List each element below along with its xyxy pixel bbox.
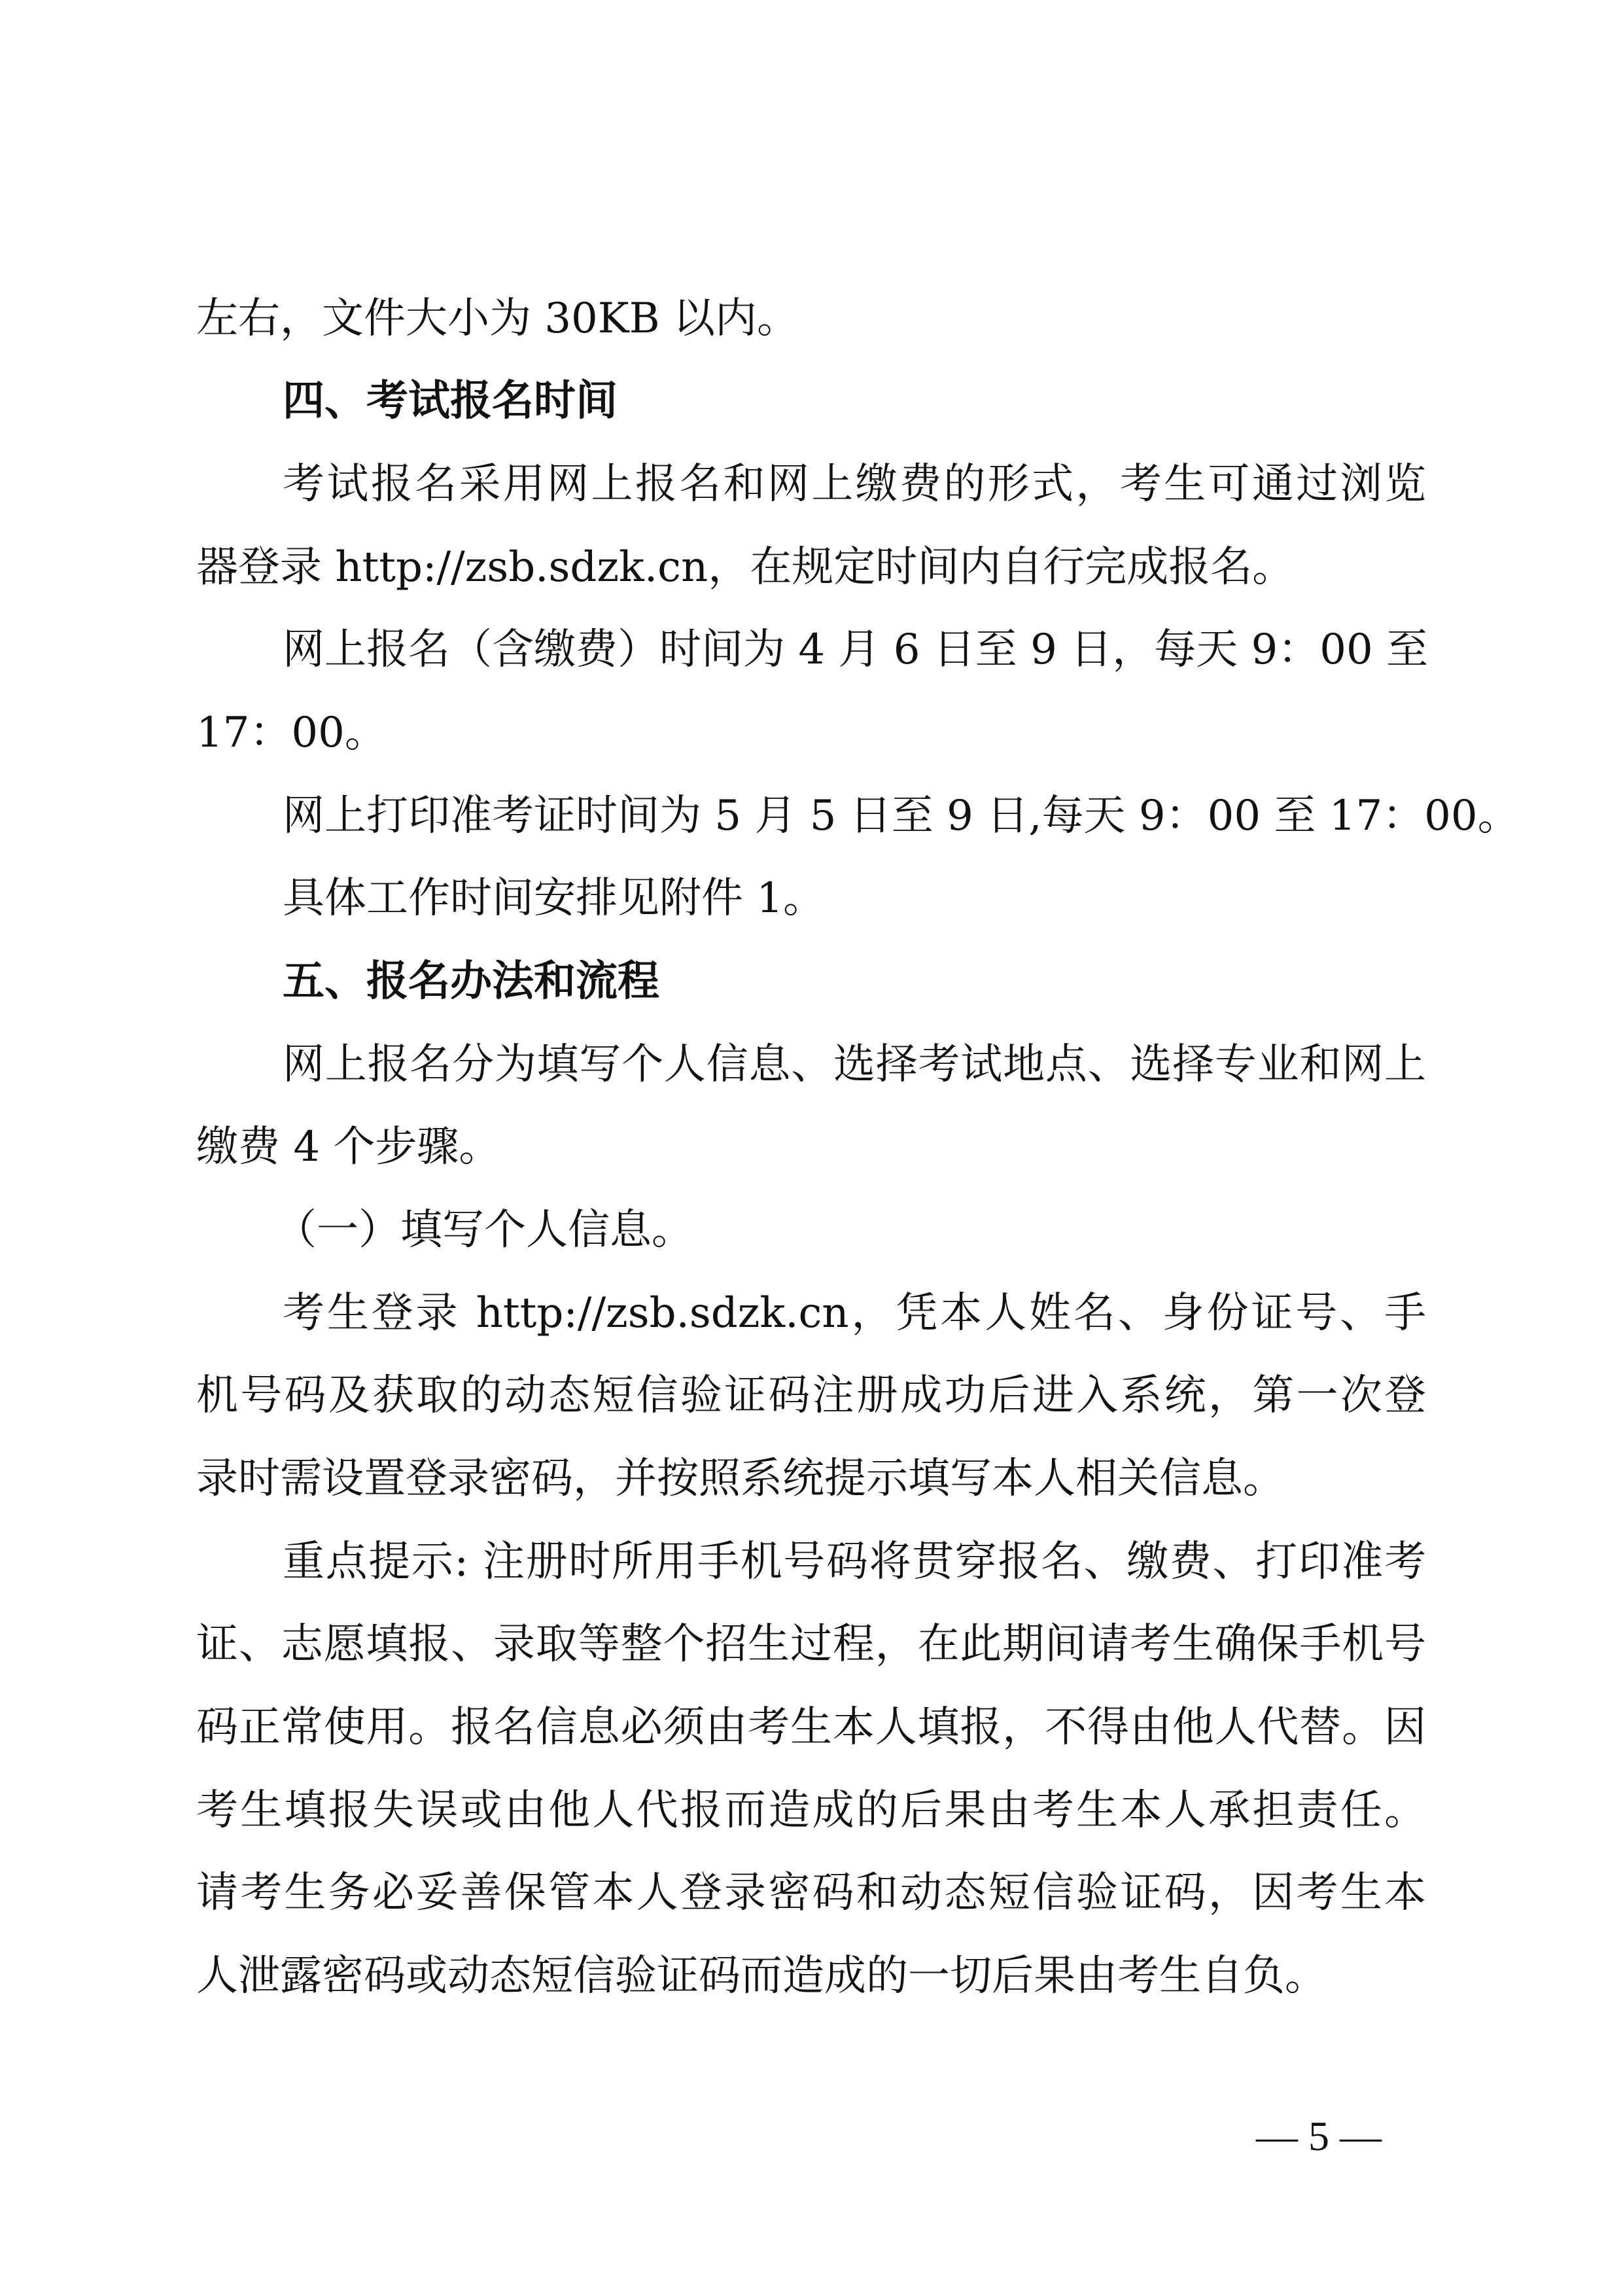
paragraph-line: 证、志愿填报、录取等整个招生过程，在此期间请考生确保手机号 (196, 1620, 1426, 1669)
paragraph-line: 重点提示: 注册时所用手机号码将贯穿报名、缴费、打印准考 (283, 1538, 1426, 1586)
paragraph-line: 请考生务必妥善保管本人登录密码和动态短信验证码，因考生本 (196, 1869, 1426, 1917)
paragraph-line: 录时需设置登录密码，并按照系统提示填写本人相关信息。 (196, 1455, 1285, 1503)
paragraph-line: 考生填报失误或由他人代报而造成的后果由考生本人承担责任。 (196, 1786, 1426, 1835)
paragraph-line: 17：00。 (196, 709, 387, 757)
paragraph-line: 器登录 http://zsb.sdzk.cn，在规定时间内自行完成报名。 (196, 543, 1295, 592)
paragraph-line: 缴费 4 个步骤。 (196, 1123, 501, 1171)
section-heading-registration-method: 五、报名办法和流程 (283, 957, 659, 1006)
subsection-heading-personal-info: （一）填写个人信息。 (275, 1206, 693, 1254)
paragraph-line: 网上报名分为填写个人信息、选择考试地点、选择专业和网上 (283, 1040, 1426, 1089)
section-heading-registration-time: 四、考试报名时间 (283, 377, 618, 425)
paragraph-line: 考生登录 http://zsb.sdzk.cn，凭本人姓名、身份证号、手 (283, 1289, 1426, 1337)
paragraph-line: 网上报名（含缴费）时间为 4 月 6 日至 9 日，每天 9：00 至 (283, 626, 1429, 674)
paragraph-line: 具体工作时间安排见附件 1。 (283, 874, 826, 923)
page-number: — 5 — (1256, 2113, 1382, 2159)
paragraph-line: 人泄露密码或动态短信验证码而造成的一切后果由考生自负。 (196, 1952, 1327, 2000)
paragraph-line: 机号码及获取的动态短信验证码注册成功后进入系统，第一次登 (196, 1371, 1426, 1420)
paragraph-line: 考试报名采用网上报名和网上缴费的形式，考生可通过浏览 (283, 460, 1426, 508)
paragraph-line: 网上打印准考证时间为 5 月 5 日至 9 日,每天 9：00 至 17：00。 (283, 792, 1520, 840)
continued-paragraph-line: 左右，文件大小为 30KB 以内。 (196, 294, 799, 343)
paragraph-line: 码正常使用。报名信息必须由考生本人填报，不得由他人代替。因 (196, 1703, 1426, 1752)
